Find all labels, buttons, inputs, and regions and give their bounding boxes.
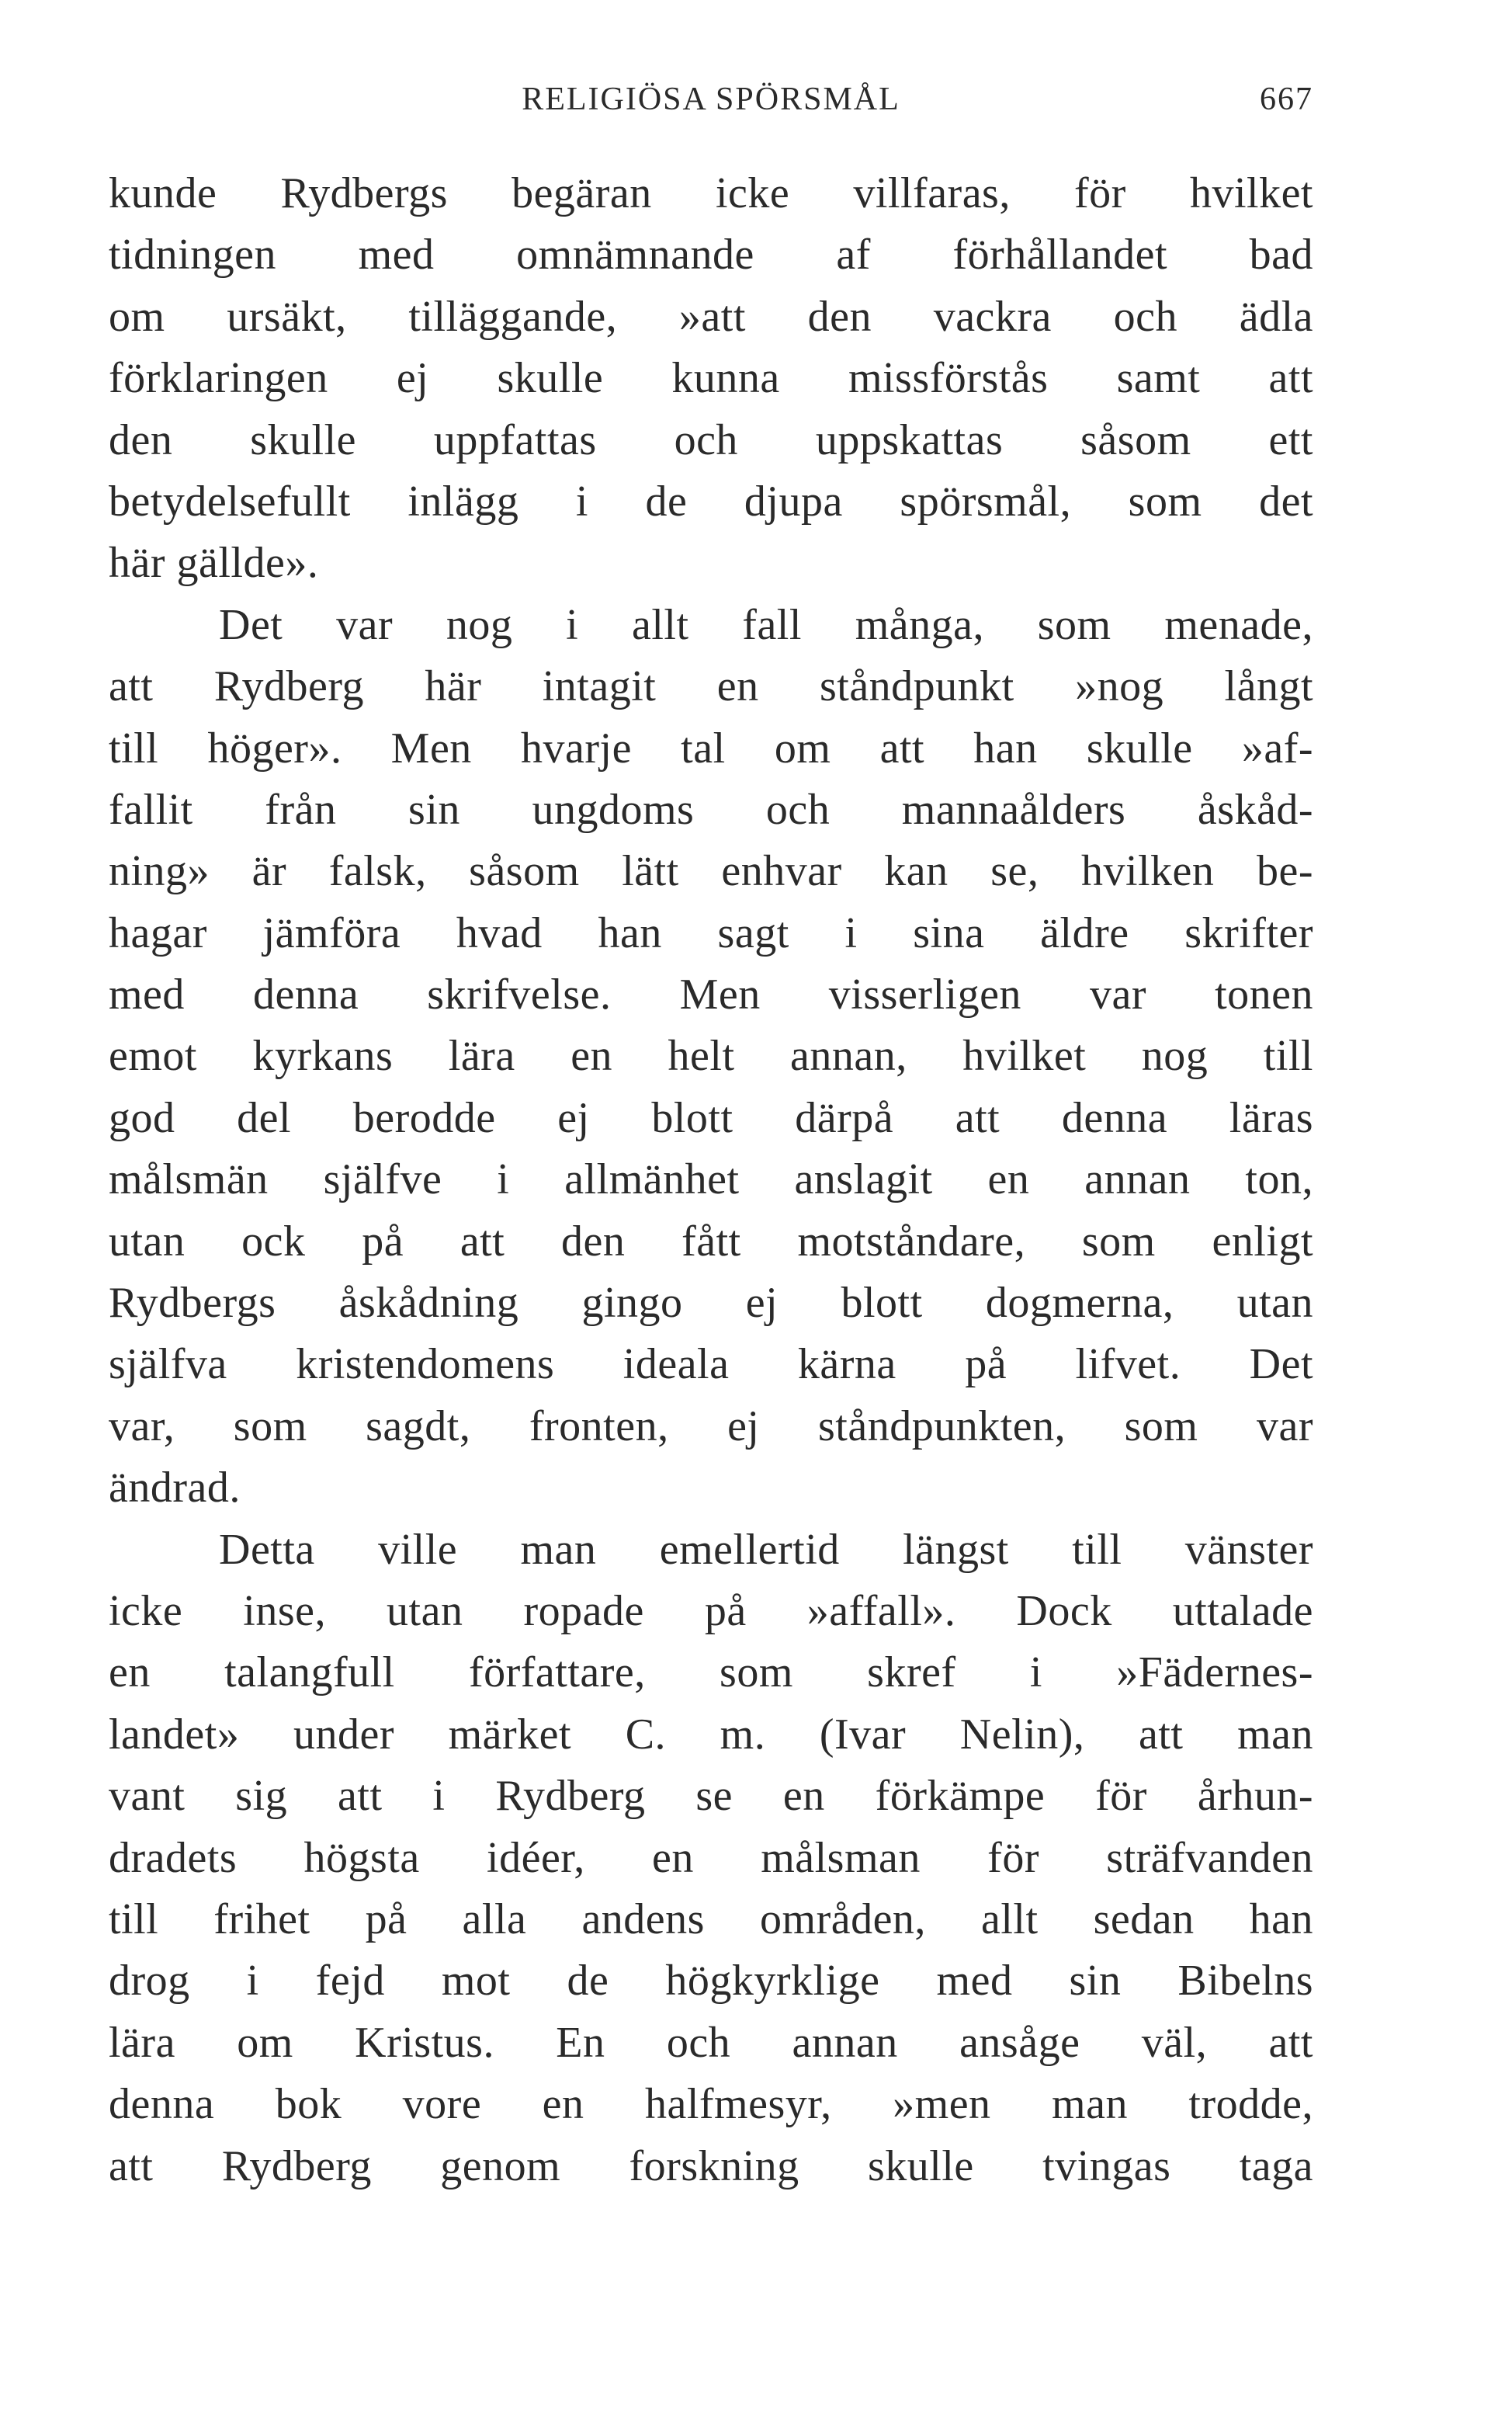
text-line: emot kyrkans lära en helt annan, hvilket nog till xyxy=(109,1032,1313,1081)
paragraph-start-line: Det var nog i allt fall många, som menade, xyxy=(219,600,1313,649)
text-line: god del berodde ej blott därpå att denna läras xyxy=(109,1093,1313,1142)
text-line: lära om Kristus. En och annan ansåge väl, att xyxy=(109,2018,1313,2067)
text-line: hagar jämföra hvad han sagt i sina äldre skrifter xyxy=(109,908,1313,957)
text-line: utan ock på att den fått motståndare, som enligt xyxy=(109,1217,1313,1266)
text-line: här gällde». xyxy=(109,539,319,588)
body-text xyxy=(109,163,1313,2197)
text-line: betydelsefullt inlägg i de djupa spörsmål, som det xyxy=(109,477,1313,526)
text-line: att Rydberg genom forskning skulle tvingas taga xyxy=(109,2141,1313,2190)
text-line: icke inse, utan ropade på »affall». Dock uttalade xyxy=(109,1586,1313,1635)
text-line: till höger». Men hvarje tal om att han skulle »af- xyxy=(109,724,1313,773)
text-line: med denna skrifvelse. Men visserligen var tonen xyxy=(109,971,1313,1019)
text-line: var, som sagdt, fronten, ej ståndpunkten, som var xyxy=(109,1401,1313,1450)
text-line: att Rydberg här intagit en ståndpunkt »nog långt xyxy=(109,662,1313,711)
text-line: Rydbergs åskådning gingo ej blott dogmerna, utan xyxy=(109,1279,1313,1328)
running-head xyxy=(109,81,1313,127)
running-title: RELIGIÖSA SPÖRSMÅL xyxy=(522,82,900,117)
text-line: en talangfull författare, som skref i »Fädernes- xyxy=(109,1648,1313,1697)
text-line: landet» under märket C. m. (Ivar Nelin), att man xyxy=(109,1710,1313,1759)
text-line: tidningen med omnämnande af förhållandet bad xyxy=(109,231,1313,280)
paragraph-start-line: Detta ville man emellertid längst till vänster xyxy=(219,1525,1313,1574)
text-line: om ursäkt, tilläggande, »att den vackra och ädla xyxy=(109,292,1313,341)
text-line: den skulle uppfattas och uppskattas såsom ett xyxy=(109,415,1313,464)
text-line: själfva kristendomens ideala kärna på lifvet. Det xyxy=(109,1340,1313,1389)
text-line: dradets högsta idéer, en målsman för sträfvanden xyxy=(109,1833,1313,1882)
text-line: drog i fejd mot de högkyrklige med sin Bibelns xyxy=(109,1957,1313,2005)
text-line: ning» är falsk, såsom lätt enhvar kan se, hvilken be- xyxy=(109,847,1313,896)
text-line: ändrad. xyxy=(109,1464,241,1512)
text-line: till frihet på alla andens områden, allt sedan han xyxy=(109,1894,1313,1943)
text-line: denna bok vore en halfmesyr, »men man trodde, xyxy=(109,2080,1313,2129)
text-line: förklaringen ej skulle kunna missförstås samt att xyxy=(109,354,1313,403)
page-number: 667 xyxy=(1260,82,1313,117)
text-line: kunde Rydbergs begäran icke villfaras, för hvilket xyxy=(109,169,1313,217)
text-line: vant sig att i Rydberg se en förkämpe för århun- xyxy=(109,1772,1313,1821)
text-line: målsmän själfve i allmänhet anslagit en annan ton, xyxy=(109,1155,1313,1204)
text-line: fallit från sin ungdoms och mannaålders åskåd- xyxy=(109,785,1313,834)
